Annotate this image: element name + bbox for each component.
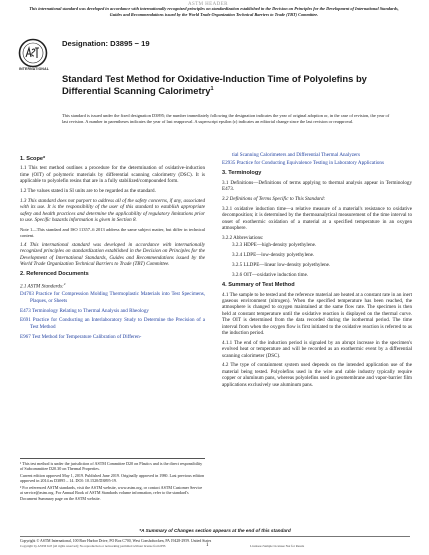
reference-e967-continued[interactable]: tial Scanning Calorimeters and Differential Thermal Analyzers bbox=[232, 152, 360, 158]
designation: Designation: D3895 − 19 bbox=[62, 39, 150, 48]
section-2-heading: 2. Referenced Documents bbox=[20, 271, 89, 278]
standard-note: This standard is issued under the fixed designation D3895; the number immediately following the designation indicates the year of original adoption or, in the case of revision, the year of last revision. A number in parentheses indicates the year of last reapproval. A superscript epsilon (ε) indicates an editorial change since the last revision or reapproval. bbox=[62, 113, 390, 124]
paragraph-3-2-2: 3.2.2 Abbreviations: bbox=[222, 234, 264, 241]
page-number: 1 bbox=[206, 543, 209, 548]
license-notice-left: Copyright by ASTM Int'l (all rights reserved); No reproduction or networking permitted without license from IHS bbox=[20, 544, 166, 548]
paragraph-3-1: 3.1 Definitions—Definitions of terms applying to thermal analysis appear in Terminology E473. bbox=[222, 179, 412, 193]
title-text: Standard Test Method for Oxidative-Induction Time of Polyolefins by Differential Scanning Calorimetry bbox=[62, 73, 367, 97]
reference-title-d4703[interactable]: Practice for Compression Molding Thermoplastic Materials into Test Specimens, Plaques, or Sheets bbox=[30, 291, 205, 304]
paragraph-1-1: 1.1 This test method outlines a procedure for the determination of oxidative-induction time (OIT) of polymeric materials by differential scanning calorimetry (DSC). It is applicable to polyolefin resins that are in a fully stabilized/compounded form. bbox=[20, 165, 205, 185]
reference-title-e2935[interactable]: Practice for Conducting Equivalence Testing in Laboratory Applications bbox=[235, 160, 384, 166]
reference-link-e691[interactable]: E691 bbox=[20, 317, 31, 324]
footnote-1: ¹ This test method is under the jurisdiction of ASTM Committee D20 on Plastics and is the direct responsibility of Subcommittee D20.30 on Thermal Properties. bbox=[20, 461, 203, 472]
summary-of-changes-note: *A Summary of Changes section appears at the end of this standard bbox=[139, 528, 291, 533]
top-notice: This international standard was developed in accordance with internationally recognized principles on standardization established in the Decision on Principles for the Development of International Standards, Guides and Recommendations issued by the World Trade Organization Technical Barriers to Trade (TBT) Committee. bbox=[29, 6, 399, 17]
paragraph-2-1 bbox=[20, 281, 205, 290]
reference-d4703 bbox=[20, 291, 205, 304]
copyright-line: Copyright © ASTM International, 100 Barr Harbor Drive, PO Box C700, West Conshohocken, PA 19428-2959. United States bbox=[20, 536, 410, 543]
reference-link-e473[interactable]: E473 bbox=[20, 307, 31, 314]
abbreviation-item: 3.2.6 OIT—oxidative induction time. bbox=[232, 271, 309, 278]
note-1: Note 1—This standard and ISO 11357–6 2013 address the same subject matter, but differ in technical content. bbox=[20, 226, 205, 238]
abbreviation-item: 3.2.5 LLDPE—linear low-density polyethylene. bbox=[232, 262, 331, 269]
left-column bbox=[20, 152, 205, 343]
paragraph-1-2: 1.2 The values stated in SI units are to be regarded as the standard. bbox=[20, 188, 156, 195]
abbreviation-item: 3.2.3 HDPE—high-density polyethylene. bbox=[232, 242, 317, 249]
section-1-heading: 1. Scope* bbox=[20, 156, 46, 162]
right-column bbox=[222, 152, 412, 391]
paragraph-1-4: 1.4 This international standard was developed in accordance with internationally recognized principles on standardization established in the Decision on Principles for the Development of International Standards, Guides and Recommendations issued by the World Trade Organization Technical Barriers to Trade (TBT) Committee. bbox=[20, 241, 205, 268]
reference-link-e2935[interactable]: E2935 bbox=[222, 160, 236, 166]
footnote-2: ² For referenced ASTM standards, visit the ASTM website, www.astm.org, or contact ASTM Customer Service at service@astm.org. For Annual Book of ASTM Standards volume information, refer to the standard's Document Summary page on the ASTM website. bbox=[20, 485, 203, 501]
reference-title-e967[interactable]: Test Method for Temperature Calibration of Differen- bbox=[30, 333, 142, 340]
reference-e2935 bbox=[222, 160, 412, 166]
paragraph-1-3: 1.3 This standard does not purport to address all of the safety concerns, if any, associated with its use. It is the responsibility of the user of this standard to establish appropriate safety and health practices and determine the applicability of regulatory limitations prior to use. Specific hazards information is given in Section 8. bbox=[20, 197, 205, 224]
footnotes bbox=[20, 458, 205, 503]
section-3-heading: 3. Terminology bbox=[222, 170, 262, 177]
logo-text: INTERNATIONAL bbox=[18, 67, 50, 71]
paragraph-4-1: 4.1 The sample to be tested and the reference material are heated at a constant rate in an inert gaseous environment (nitrogen). When the specified temperature has been reached, the atmosphere is changed to oxygen maintained at the same flow rate. The specimen is then held at constant temperature until the oxidative reaction is displayed on the thermal curve. The OIT is determined from the data recorded during the isothermal period. The time interval from when the oxygen flow is first initiated to the oxidative reaction is referred to as the induction period. bbox=[222, 291, 412, 337]
reference-link-d4703[interactable]: D4703 bbox=[20, 291, 34, 298]
reference-e691 bbox=[20, 317, 205, 330]
astm-standards-label: 2.1 ASTM Standards: bbox=[20, 283, 64, 290]
paragraph-3-2: 3.2 Definitions of Terms Specific to This Standard: bbox=[222, 196, 326, 203]
paragraph-4-2: 4.2 The type of containment system used depends on the intended application use of the material being tested. Polyolefins used in the wire and cable industry typically require copper or aluminum pans, whereas polyolefins used in geomembrane and vapor-barrier film applications exclusively use aluminum pans. bbox=[222, 362, 412, 388]
reference-link-e967[interactable]: E967 bbox=[20, 333, 31, 340]
paragraph-4-1-1: 4.1.1 The end of the induction period is signaled by an abrupt increase in the specimen's evolved heat or temperature and will be recorded as an exothermic event by a differential scanning calorimeter (DSC). bbox=[222, 339, 412, 359]
abbreviation-item: 3.2.4 LDPE—low-density polyethylene. bbox=[232, 252, 315, 259]
license-notice-right: Licensee=Sample Licensee Not for Resale bbox=[250, 544, 305, 548]
reference-title-e691[interactable]: Practice for Conducting an Interlaboratory Study to Determine the Precision of a Test Method bbox=[30, 317, 205, 330]
watermark: ASTM HEADER bbox=[188, 2, 228, 7]
reference-title-e473[interactable]: Terminology Relating to Thermal Analysis and Rheology bbox=[30, 307, 149, 314]
document-title bbox=[62, 73, 382, 97]
reference-e967 bbox=[20, 334, 205, 340]
reference-e473 bbox=[20, 308, 205, 314]
section-4-heading: 4. Summary of Test Method bbox=[222, 282, 295, 289]
title-footnote-mark: 1 bbox=[210, 86, 214, 93]
paragraph-3-2-1: 3.2.1 oxidative induction time—a relative measure of a material's resistance to oxidative decomposition; it is determined by the thermoanalytical measurement of the time interval to onset of exothermic oxidation of a material at a specified temperature in an oxygen atmosphere. bbox=[222, 205, 412, 232]
footnote-1-edition: Current edition approved May 1, 2019. Published June 2019. Originally approved in 1980. Last previous edition approved in 2014 as D3895 – 14. DOI: 10.1520/D3895-19. bbox=[20, 473, 205, 484]
footnote-mark-2: 2 bbox=[63, 281, 66, 286]
astm-logo-icon bbox=[18, 38, 48, 68]
